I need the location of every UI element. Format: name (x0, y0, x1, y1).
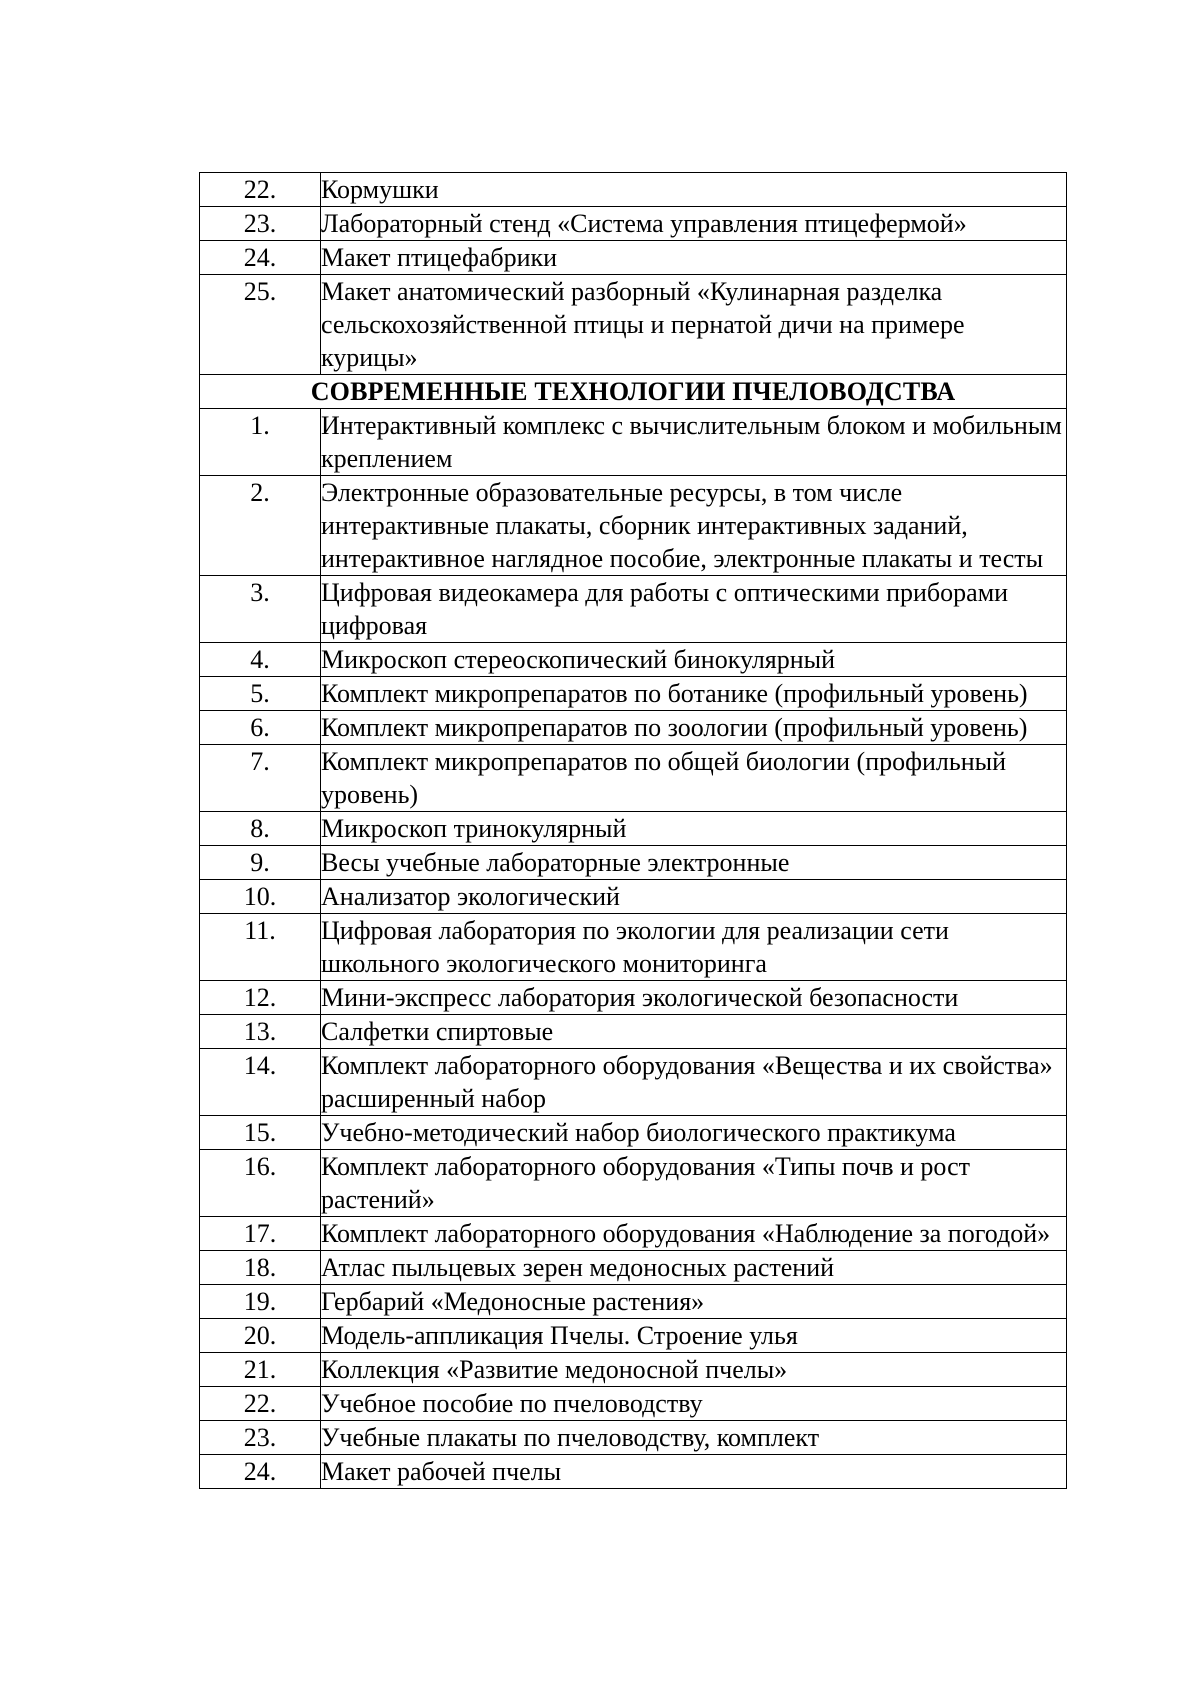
item-name: Салфетки спиртовые (321, 1015, 1067, 1049)
item-number: 24. (200, 241, 321, 275)
section-title: СОВРЕМЕННЫЕ ТЕХНОЛОГИИ ПЧЕЛОВОДСТВА (200, 375, 1067, 409)
item-number: 16. (200, 1150, 321, 1217)
table-row (200, 173, 1067, 207)
table-row (200, 409, 1067, 476)
item-name: Электронные образовательные ресурсы, в том числе интерактивные плакаты, сборник интерактивных заданий, интерактивное наглядное пособие, электронные плакаты и тесты (321, 476, 1067, 576)
item-name: Коллекция «Развитие медоносной пчелы» (321, 1353, 1067, 1387)
table-row (200, 812, 1067, 846)
item-number: 25. (200, 275, 321, 375)
item-number: 23. (200, 1421, 321, 1455)
item-name: Лабораторный стенд «Система управления птицефермой» (321, 207, 1067, 241)
table-row (200, 1217, 1067, 1251)
item-number: 17. (200, 1217, 321, 1251)
item-number: 2. (200, 476, 321, 576)
item-number: 18. (200, 1251, 321, 1285)
table-row (200, 1116, 1067, 1150)
table-row (200, 846, 1067, 880)
table-row (200, 1049, 1067, 1116)
item-number: 1. (200, 409, 321, 476)
table-row (200, 1319, 1067, 1353)
item-name: Макет птицефабрики (321, 241, 1067, 275)
item-number: 22. (200, 173, 321, 207)
item-number: 9. (200, 846, 321, 880)
equipment-table (199, 172, 1067, 1489)
item-name: Цифровая видеокамера для работы с оптическими приборами цифровая (321, 576, 1067, 643)
item-number: 24. (200, 1455, 321, 1489)
item-number: 7. (200, 745, 321, 812)
item-number: 6. (200, 711, 321, 745)
table-row (200, 1353, 1067, 1387)
item-number: 15. (200, 1116, 321, 1150)
item-number: 5. (200, 677, 321, 711)
table-row (200, 914, 1067, 981)
table-row (200, 207, 1067, 241)
table-row (200, 576, 1067, 643)
item-name: Учебно-методический набор биологического практикума (321, 1116, 1067, 1150)
table-row (200, 677, 1067, 711)
table-row (200, 241, 1067, 275)
item-number: 13. (200, 1015, 321, 1049)
item-number: 10. (200, 880, 321, 914)
equipment-table-body (200, 173, 1067, 1489)
item-name: Кормушки (321, 173, 1067, 207)
item-name: Комплект лабораторного оборудования «Наблюдение за погодой» (321, 1217, 1067, 1251)
item-name: Интерактивный комплекс с вычислительным блоком и мобильным креплением (321, 409, 1067, 476)
item-number: 8. (200, 812, 321, 846)
item-number: 23. (200, 207, 321, 241)
item-name: Микроскоп стереоскопический бинокулярный (321, 643, 1067, 677)
table-row (200, 643, 1067, 677)
item-name: Комплект микропрепаратов по зоологии (профильный уровень) (321, 711, 1067, 745)
table-row (200, 1015, 1067, 1049)
table-row (200, 880, 1067, 914)
item-number: 4. (200, 643, 321, 677)
table-row (200, 711, 1067, 745)
table-row (200, 1150, 1067, 1217)
item-name: Макет анатомический разборный «Кулинарная разделка сельскохозяйственной птицы и пернатой дичи на примере курицы» (321, 275, 1067, 375)
item-number: 11. (200, 914, 321, 981)
table-row (200, 1387, 1067, 1421)
item-name: Атлас пыльцевых зерен медоносных растений (321, 1251, 1067, 1285)
item-name: Микроскоп тринокулярный (321, 812, 1067, 846)
item-name: Весы учебные лабораторные электронные (321, 846, 1067, 880)
item-name: Анализатор экологический (321, 880, 1067, 914)
table-row (200, 1251, 1067, 1285)
item-number: 19. (200, 1285, 321, 1319)
item-name: Учебное пособие по пчеловодству (321, 1387, 1067, 1421)
item-number: 14. (200, 1049, 321, 1116)
item-name: Гербарий «Медоносные растения» (321, 1285, 1067, 1319)
item-name: Мини-экспресс лаборатория экологической безопасности (321, 981, 1067, 1015)
item-name: Комплект лабораторного оборудования «Вещества и их свойства» расширенный набор (321, 1049, 1067, 1116)
item-name: Комплект микропрепаратов по общей биологии (профильный уровень) (321, 745, 1067, 812)
table-row (200, 275, 1067, 375)
item-name: Комплект лабораторного оборудования «Типы почв и рост растений» (321, 1150, 1067, 1217)
item-name: Модель-аппликация Пчелы. Строение улья (321, 1319, 1067, 1353)
item-number: 3. (200, 576, 321, 643)
item-number: 22. (200, 1387, 321, 1421)
item-number: 20. (200, 1319, 321, 1353)
item-name: Учебные плакаты по пчеловодству, комплект (321, 1421, 1067, 1455)
item-name: Макет рабочей пчелы (321, 1455, 1067, 1489)
table-row (200, 1421, 1067, 1455)
item-number: 21. (200, 1353, 321, 1387)
item-name: Цифровая лаборатория по экологии для реализации сети школьного экологического мониторинга (321, 914, 1067, 981)
item-number: 12. (200, 981, 321, 1015)
section-row (200, 375, 1067, 409)
table-row (200, 1285, 1067, 1319)
table-row (200, 1455, 1067, 1489)
table-row (200, 981, 1067, 1015)
item-name: Комплект микропрепаратов по ботанике (профильный уровень) (321, 677, 1067, 711)
table-row (200, 476, 1067, 576)
table-row (200, 745, 1067, 812)
